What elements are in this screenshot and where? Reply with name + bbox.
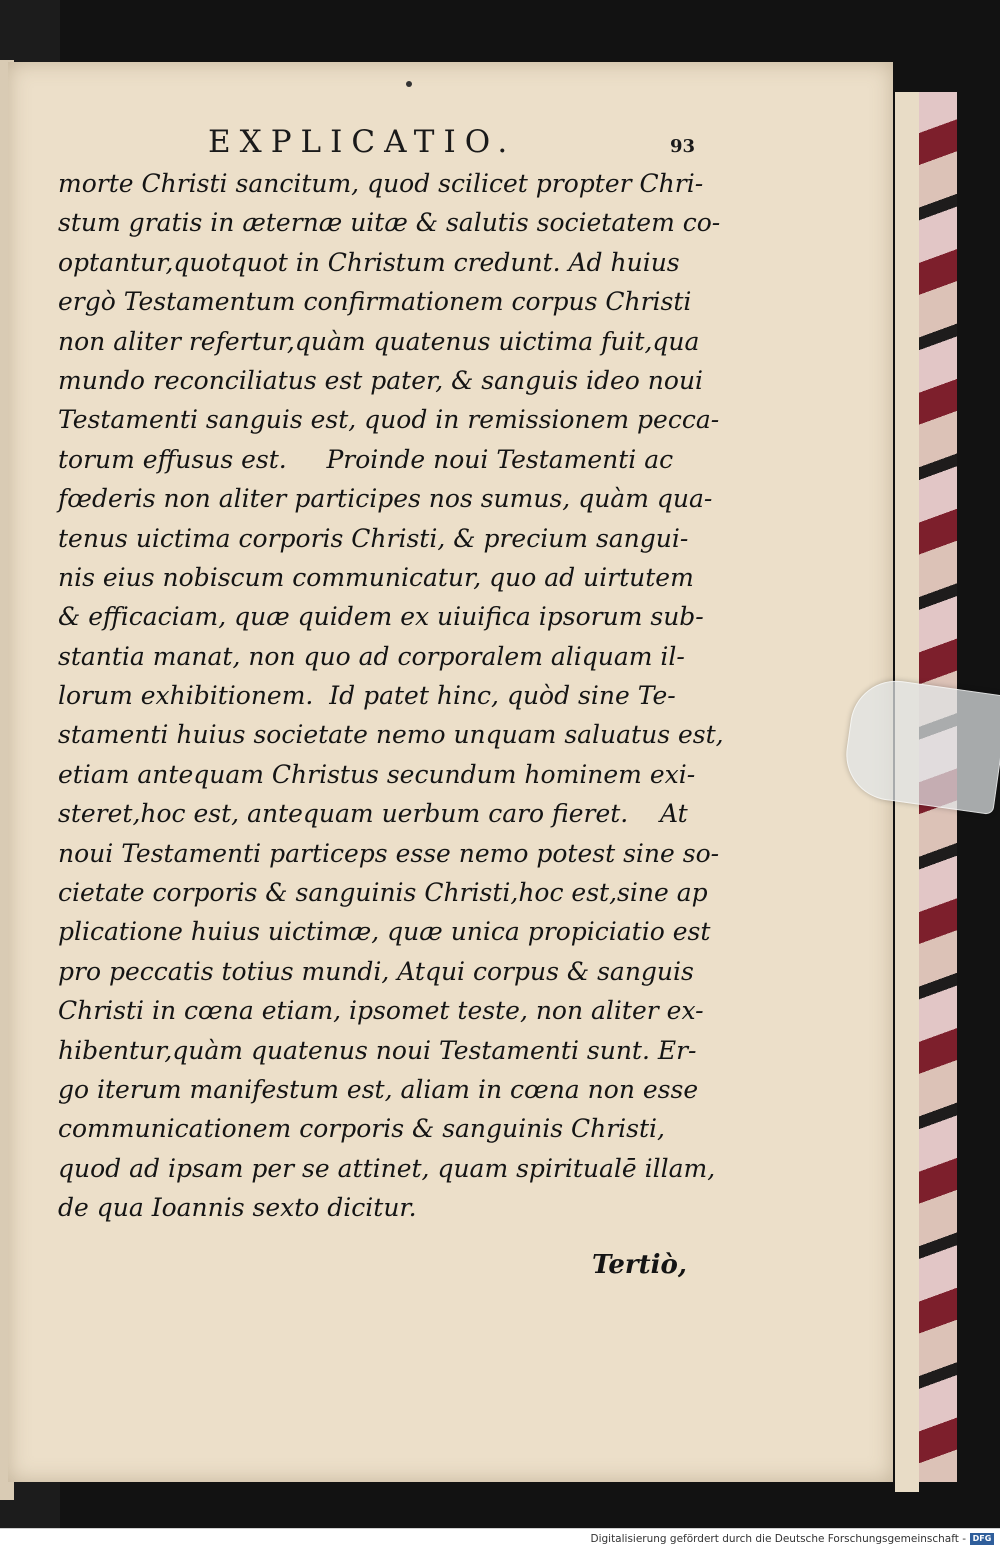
text-line: & efficaciam, quæ quidem ex uiuifica ipsorum sub- xyxy=(58,602,704,632)
book-page xyxy=(8,62,893,1482)
dfg-logo-icon: DFG xyxy=(970,1533,994,1545)
text-line: quod ad ipsam per se attinet, quam spiritualē illam, xyxy=(58,1153,716,1183)
text-line: stamenti huius societate nemo unquam saluatus est, xyxy=(58,720,724,750)
text-line: Christi in cœna etiam, ipsomet teste, non aliter ex- xyxy=(58,996,704,1026)
text-line: steret,hoc est, antequam uerbum caro fieret. At xyxy=(58,799,688,829)
text-line: etiam antequam Christus secundum hominem exi- xyxy=(58,759,696,789)
body-text xyxy=(58,164,724,1228)
footer-bar xyxy=(0,1528,1000,1550)
text-line: hibentur,quàm quatenus noui Testamenti sunt. Er- xyxy=(58,1035,697,1065)
text-line: communicationem corporis & sanguinis Christi, xyxy=(58,1114,665,1144)
funding-credit: Digitalisierung gefördert durch die Deutsche Forschungsgemeinschaft - xyxy=(590,1533,966,1545)
text-line: Testamenti sanguis est, quod in remissionem pecca- xyxy=(58,405,720,435)
text-line: cietate corporis & sanguinis Christi,hoc est,sine ap xyxy=(58,878,708,908)
text-line: noui Testamenti particeps esse nemo potest sine so- xyxy=(58,838,720,868)
text-line: lorum exhibitionem. Id patet hinc, quòd sine Te- xyxy=(58,681,676,711)
text-line: fœderis non aliter participes nos sumus, quàm qua- xyxy=(58,484,713,514)
text-line: plicatione huius uictimæ, quæ unica propiciatio est xyxy=(58,917,711,947)
text-line: de qua Ioannis sexto dicitur. xyxy=(58,1193,417,1223)
text-line: morte Christi sancitum, quod scilicet propter Chri- xyxy=(58,169,704,198)
text-line: non aliter refertur,quàm quatenus uictima fuit,qua xyxy=(58,326,700,356)
text-line: stum gratis in æternæ uitæ & salutis societatem co- xyxy=(58,208,721,238)
catchword: Tertiò, xyxy=(592,1250,687,1280)
text-line: pro peccatis totius mundi, Atqui corpus & sanguis xyxy=(58,956,694,986)
text-line: ergò Testamentum confirmationem corpus Christi xyxy=(58,287,692,317)
text-line: optantur,quotquot in Christum credunt. Ad huius xyxy=(58,247,680,277)
text-line: torum effusus est. Proinde noui Testamenti ac xyxy=(58,444,674,474)
text-line: stantia manat, non quo ad corporalem aliquam il- xyxy=(58,641,685,671)
text-line: go iterum manifestum est, aliam in cœna non esse xyxy=(58,1074,699,1104)
page-number: 93 xyxy=(670,136,696,157)
running-head: EXPLICATIO. xyxy=(208,124,517,160)
text-line: mundo reconciliatus est pater, & sanguis ideo noui xyxy=(58,365,704,395)
text-line: tenus uictima corporis Christi, & precium sangui- xyxy=(58,523,689,553)
signature-dot xyxy=(406,81,412,87)
text-line: nis eius nobiscum communicatur, quo ad uirtutem xyxy=(58,562,694,592)
